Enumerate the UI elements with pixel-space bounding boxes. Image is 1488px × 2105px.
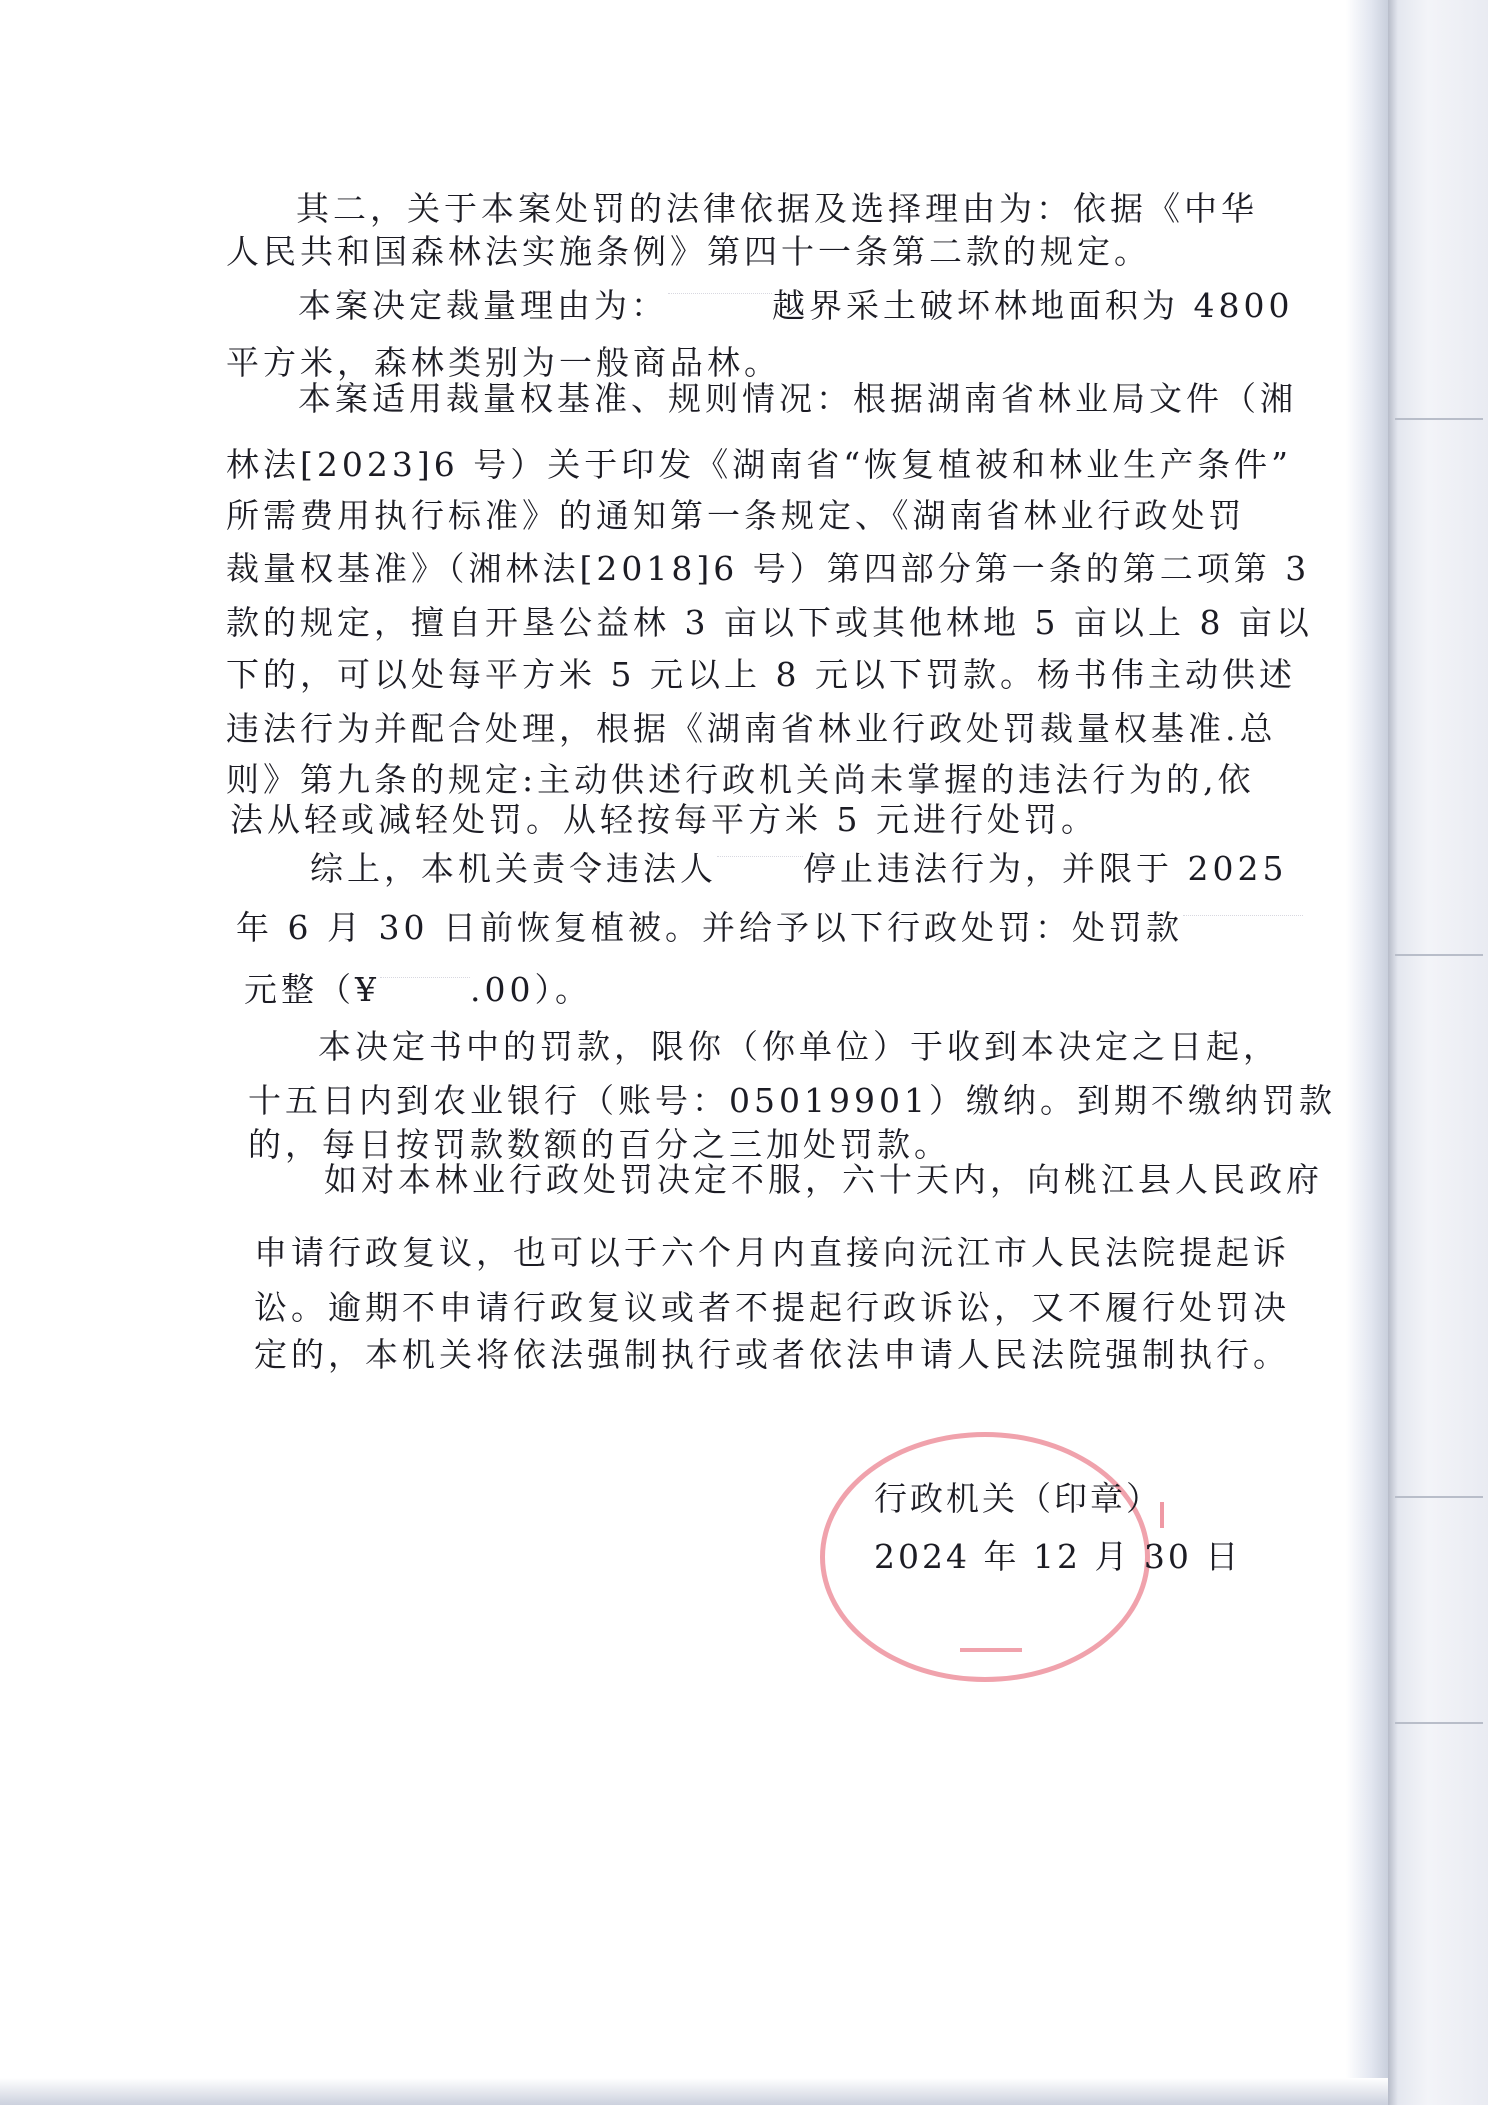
line-text: 年 6 月 30 日前恢复植被。并给予以下行政处罚：处罚款 <box>236 908 1183 947</box>
seal-fragment <box>960 1648 1022 1652</box>
paragraph-line: 定的，本机关将依法强制执行或者依法申请人民法院强制执行。 <box>254 1335 1290 1374</box>
paragraph-line: 人民共和国森林法实施条例》第四十一条第二款的规定。 <box>226 232 1151 271</box>
paragraph-line: 林法[2023]6 号）关于印发《湖南省“恢复植被和林业生产条件” <box>226 445 1292 484</box>
paragraph-line: 裁量权基准》（湘林法[2018]6 号）第四部分第一条的第二项第 3 <box>226 549 1311 588</box>
paragraph-line: 所需费用执行标准》的通知第一条规定、《湖南省林业行政处罚 <box>226 496 1246 535</box>
paragraph-line: 申请行政复议，也可以于六个月内直接向沅江市人民法院提起诉 <box>254 1233 1290 1272</box>
redacted-amount <box>380 977 470 1008</box>
spine-divider <box>1395 1496 1483 1498</box>
paragraph-line: 法从轻或减轻处罚。从轻按每平方米 5 元进行处罚。 <box>230 800 1098 839</box>
line-text: 综上，本机关责令违法人 <box>310 849 717 888</box>
page-edge-shadow <box>1346 0 1388 2105</box>
paragraph-line: 则》第九条的规定:主动供述行政机关尚未掌握的违法行为的,依 <box>226 760 1255 799</box>
redacted-name <box>668 293 772 324</box>
redacted-name <box>717 856 803 887</box>
spine-divider <box>1395 1722 1483 1724</box>
line-text: 越界采土破坏林地面积为 4800 <box>772 286 1294 325</box>
paragraph-line <box>236 908 1303 948</box>
paragraph-line: 的，每日按罚款数额的百分之三加处罚款。 <box>248 1125 951 1164</box>
paragraph-line: 款的规定，擅自开垦公益林 3 亩以下或其他林地 5 亩以上 8 亩以 <box>226 603 1313 642</box>
paragraph-line: 本决定书中的罚款，限你（你单位）于收到本决定之日起， <box>318 1027 1280 1066</box>
paragraph-line: 违法行为并配合处理，根据《湖南省林业行政处罚裁量权基准.总 <box>226 709 1277 748</box>
spine-divider <box>1395 418 1483 420</box>
paragraph-line: 本案适用裁量权基准、规则情况：根据湖南省林业局文件（湘 <box>298 379 1297 418</box>
paragraph-line <box>310 849 1287 889</box>
paragraph-line: 十五日内到农业银行（账号：05019901）缴纳。到期不缴纳罚款 <box>248 1081 1336 1120</box>
line-text: .00）。 <box>470 970 592 1009</box>
paragraph-line: 如对本林业行政处罚决定不服，六十天内，向桃江县人民政府 <box>324 1160 1323 1199</box>
redacted-amount <box>1183 915 1303 946</box>
issue-date: 2024 年 12 月 30 日 <box>874 1537 1242 1576</box>
paragraph-line: 下的，可以处每平方米 5 元以上 8 元以下罚款。杨书伟主动供述 <box>226 655 1296 694</box>
spine-divider <box>1395 954 1483 956</box>
paragraph-line <box>244 970 592 1010</box>
line-text: 本案决定裁量理由为： <box>298 286 668 325</box>
page-bottom-edge <box>0 2078 1388 2105</box>
paragraph-line: 讼。逾期不申请行政复议或者不提起行政诉讼，又不履行处罚决 <box>254 1288 1290 1327</box>
paragraph-line: 其二，关于本案处罚的法律依据及选择理由为：依据《中华 <box>296 189 1258 228</box>
book-spine <box>1388 0 1488 2105</box>
line-text: 元整（¥ <box>244 970 380 1009</box>
paragraph-line <box>298 286 1293 326</box>
issuing-authority: 行政机关（印章） <box>874 1479 1162 1518</box>
paragraph-line: 平方米，森林类别为一般商品林。 <box>226 343 781 382</box>
line-text: 停止违法行为，并限于 2025 <box>803 849 1288 888</box>
